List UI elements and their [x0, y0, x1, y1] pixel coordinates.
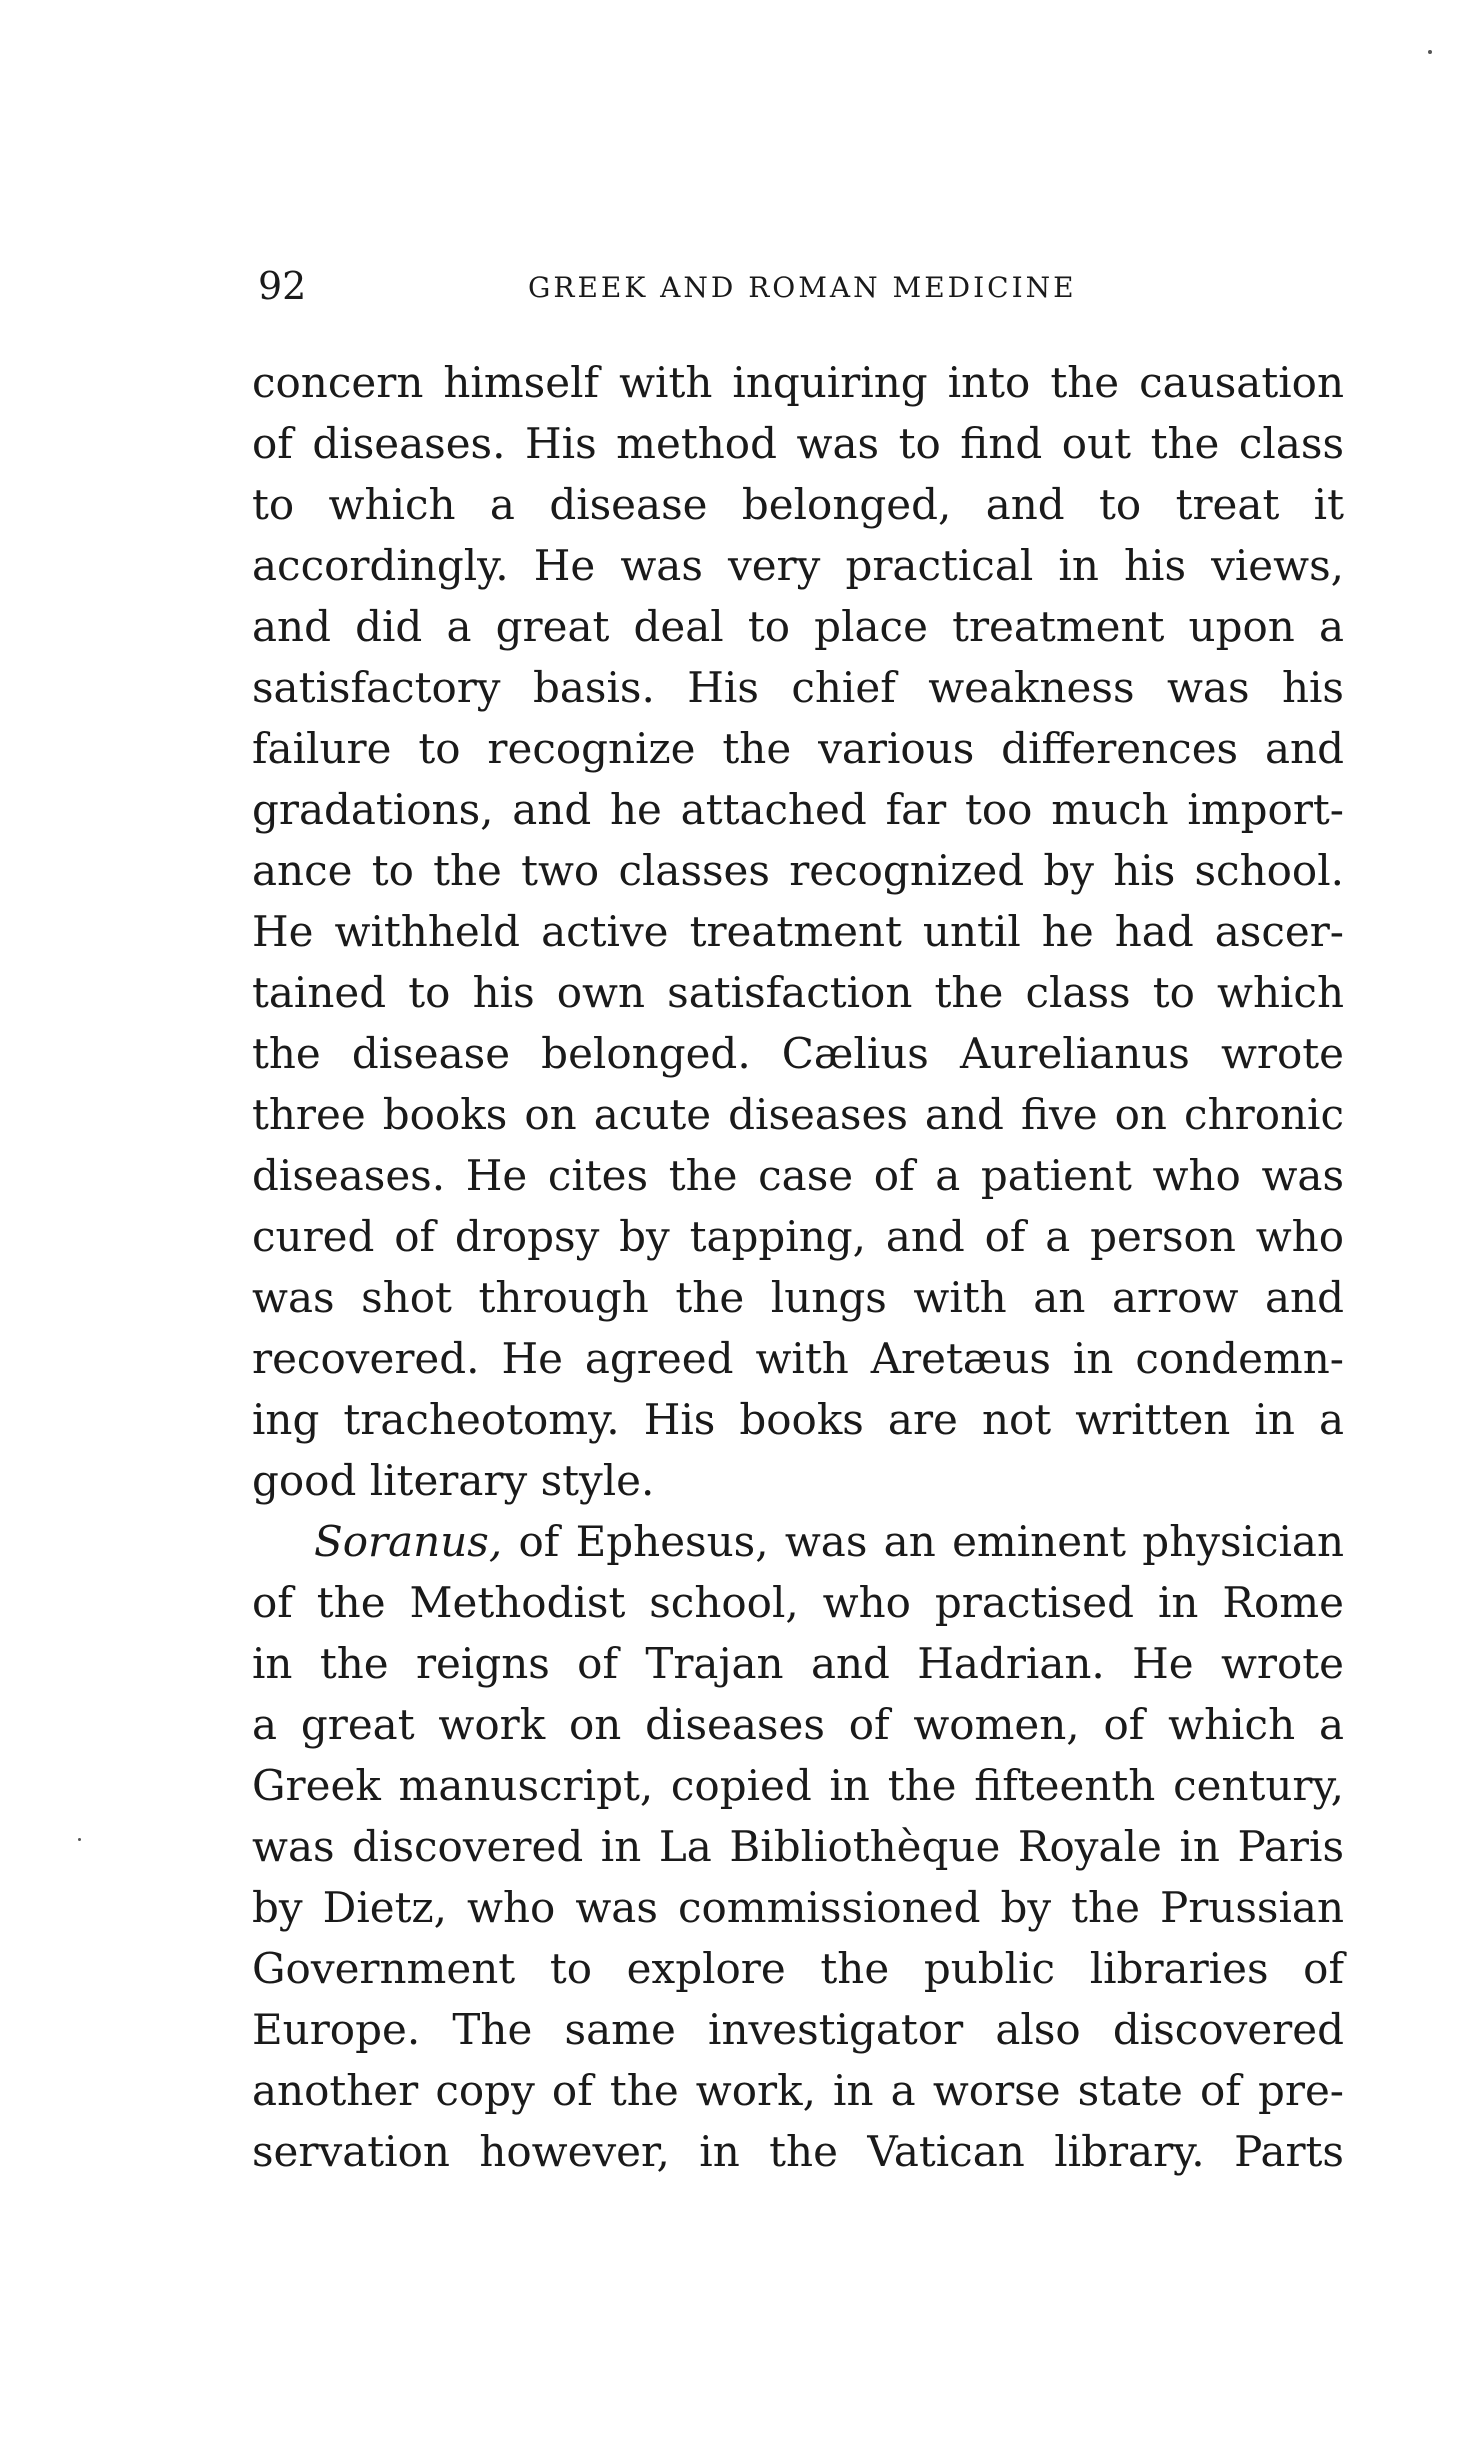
scan-speck: [1428, 50, 1432, 54]
paragraph-1: [252, 352, 1344, 1511]
text-line: a great work on diseases of women, of which a: [252, 1700, 1344, 1749]
text-line: the disease belonged. Cælius Aurelianus wrote: [252, 1029, 1344, 1078]
text-line: three books on acute diseases and five on chronic: [252, 1090, 1344, 1139]
text-line: gradations, and he attached far too much import-: [252, 785, 1344, 834]
text-line: was shot through the lungs with an arrow and: [252, 1273, 1344, 1322]
text-line: by Dietz, who was commissioned by the Prussian: [252, 1883, 1344, 1932]
text-line: He withheld active treatment until he had ascer-: [252, 907, 1344, 956]
page-number: 92: [258, 264, 307, 308]
text-line: accordingly. He was very practical in his views,: [252, 541, 1344, 590]
text-line: good literary style.: [252, 1456, 655, 1505]
text-line: failure to recognize the various differences and: [252, 724, 1344, 773]
text-line: another copy of the work, in a worse state of pre-: [252, 2066, 1344, 2115]
first-line-rest: of Ephesus, was an eminent physician: [502, 1517, 1344, 1566]
text-line: concern himself with inquiring into the causation: [252, 358, 1344, 407]
running-head: GREEK AND ROMAN MEDICINE: [528, 271, 1077, 304]
body-text: [252, 352, 1344, 2182]
text-line: servation however, in the Vatican library. Parts: [252, 2127, 1344, 2176]
text-line: Europe. The same investigator also discovered: [252, 2005, 1344, 2054]
text-line: recovered. He agreed with Aretæus in condemn-: [252, 1334, 1344, 1383]
text-line: and did a great deal to place treatment upon a: [252, 602, 1344, 651]
text-line: tained to his own satisfaction the class to which: [252, 968, 1344, 1017]
scan-speck: [78, 1838, 81, 1841]
soranus-name: Soranus,: [314, 1517, 503, 1566]
text-line: Greek manuscript, copied in the fifteenth century,: [252, 1761, 1344, 1810]
text-line: cured of dropsy by tapping, and of a person who: [252, 1212, 1344, 1261]
paragraph-2: [252, 1511, 1344, 2182]
page-header: [258, 262, 1343, 310]
text-line: in the reigns of Trajan and Hadrian. He wrote: [252, 1639, 1344, 1688]
text-line: Government to explore the public libraries of: [252, 1944, 1344, 1993]
text-line: diseases. He cites the case of a patient who was: [252, 1151, 1344, 1200]
text-line: ance to the two classes recognized by his school.: [252, 846, 1344, 895]
text-line: of diseases. His method was to find out the class: [252, 419, 1344, 468]
text-line: satisfactory basis. His chief weakness was his: [252, 663, 1344, 712]
text-line: was discovered in La Bibliothèque Royale in Paris: [252, 1822, 1344, 1871]
text-line: ing tracheotomy. His books are not written in a: [252, 1395, 1344, 1444]
text-line: of the Methodist school, who practised in Rome: [252, 1578, 1344, 1627]
text-line: [252, 1511, 1344, 1572]
text-line: to which a disease belonged, and to treat it: [252, 480, 1344, 529]
